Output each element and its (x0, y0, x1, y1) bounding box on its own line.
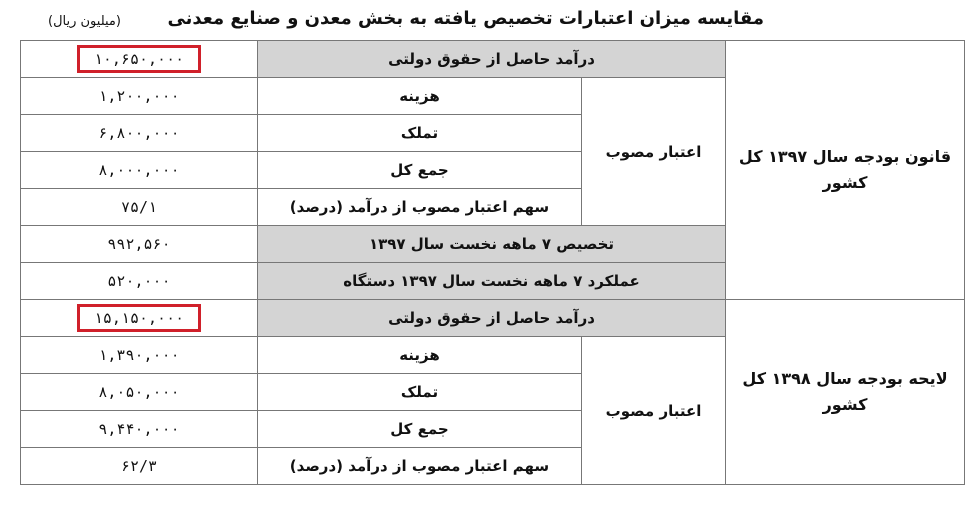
acquisition-value-1398: ۸,۰۵۰,۰۰۰ (21, 374, 258, 411)
table-row (21, 300, 965, 337)
highlight-box: ۱۰,۶۵۰,۰۰۰ (77, 45, 201, 73)
total-label-1398: جمع کل (258, 411, 582, 448)
table-row (21, 41, 965, 78)
revenue-value-1398 (21, 300, 258, 337)
total-value-1398: ۹,۴۴۰,۰۰۰ (21, 411, 258, 448)
revenue-label-1397: درآمد حاصل از حقوق دولتی (258, 41, 726, 78)
group-label-1397: قانون بودجه سال ۱۳۹۷ کل کشور (726, 41, 965, 300)
budget-comparison-table (20, 40, 965, 485)
performance-label-1397: عملکرد ۷ ماهه نخست سال ۱۳۹۷ دستگاه (258, 263, 726, 300)
group-label-1398: لایحه بودجه سال ۱۳۹۸ کل کشور (726, 300, 965, 485)
total-label-1397: جمع کل (258, 152, 582, 189)
allocation-value-1397: ۹۹۲,۵۶۰ (21, 226, 258, 263)
acquisition-label-1398: تملک (258, 374, 582, 411)
revenue-value-1397 (21, 41, 258, 78)
highlight-box: ۱۵,۱۵۰,۰۰۰ (77, 304, 201, 332)
approved-credit-label-1398: اعتبار مصوب (582, 337, 726, 485)
share-label-1397: سهم اعتبار مصوب از درآمد (درصد) (258, 189, 582, 226)
acquisition-value-1397: ۶,۸۰۰,۰۰۰ (21, 115, 258, 152)
share-value-1398: ۶۲/۳ (21, 448, 258, 485)
approved-credit-label-1397: اعتبار مصوب (582, 78, 726, 226)
share-value-1397: ۷۵/۱ (21, 189, 258, 226)
expense-label-1397: هزینه (258, 78, 582, 115)
revenue-label-1398: درآمد حاصل از حقوق دولتی (258, 300, 726, 337)
share-label-1398: سهم اعتبار مصوب از درآمد (درصد) (258, 448, 582, 485)
performance-value-1397: ۵۲۰,۰۰۰ (21, 263, 258, 300)
expense-value-1397: ۱,۲۰۰,۰۰۰ (21, 78, 258, 115)
unit-label: (میلیون ریال) (48, 14, 121, 29)
total-value-1397: ۸,۰۰۰,۰۰۰ (21, 152, 258, 189)
expense-value-1398: ۱,۳۹۰,۰۰۰ (21, 337, 258, 374)
acquisition-label-1397: تملک (258, 115, 582, 152)
expense-label-1398: هزینه (258, 337, 582, 374)
allocation-label-1397: تخصیص ۷ ماهه نخست سال ۱۳۹۷ (258, 226, 726, 263)
page-title: مقایسه میزان اعتبارات تخصیص یافته به بخش معدن و صنایع معدنی (167, 8, 764, 29)
